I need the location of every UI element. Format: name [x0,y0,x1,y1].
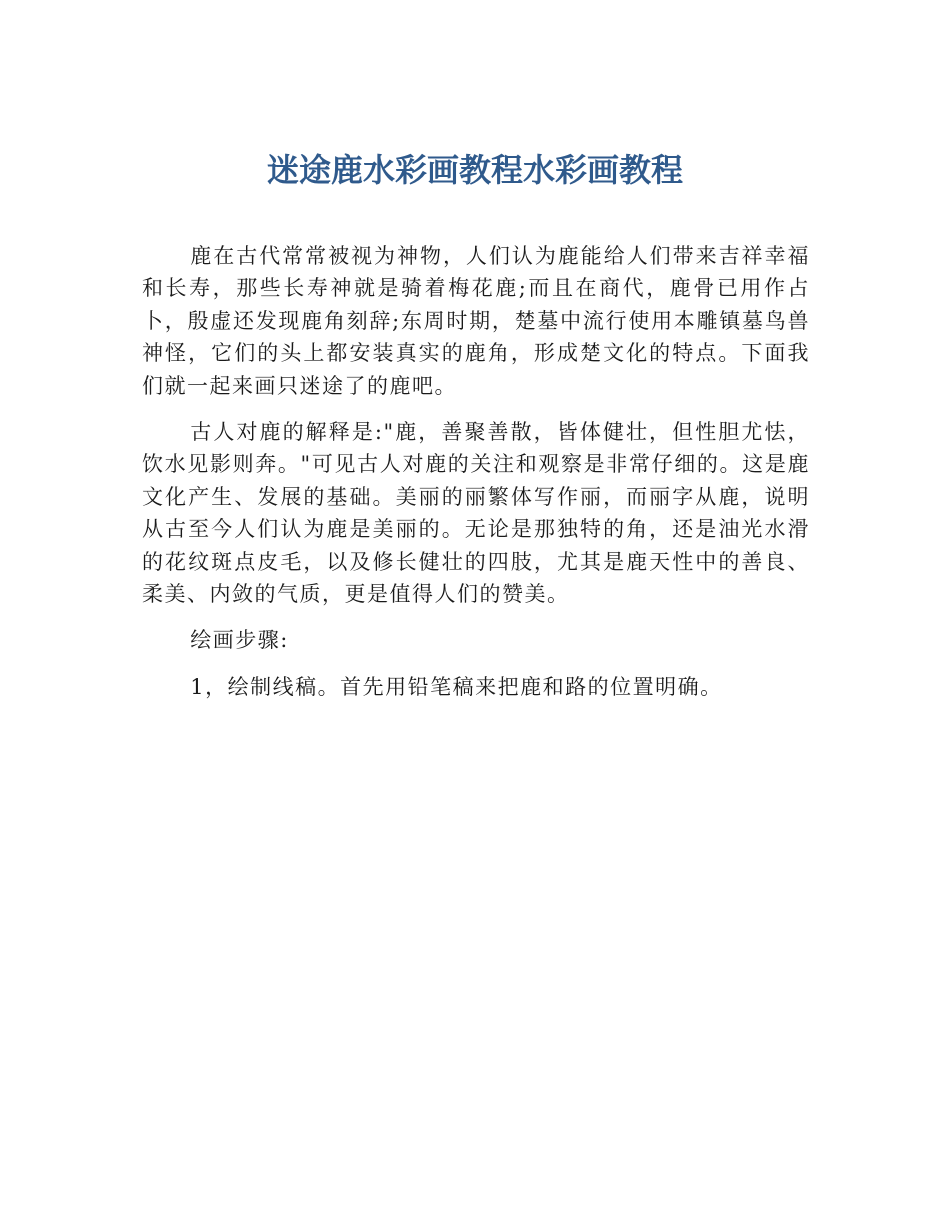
paragraph-ancient-definition: 古人对鹿的解释是:"鹿，善聚善散，皆体健壮，但性胆尤怯，饮水见影则奔。"可见古人对鹿的关注和观察是非常仔细的。这是鹿文化产生、发展的基础。美丽的丽繁体写作丽，而丽字从鹿，说明从古至今人们认为鹿是美丽的。无论是那独特的角，还是油光水滑的花纹斑点皮毛，以及修长健壮的四肢，尤其是鹿天性中的善良、柔美、内敛的气质，更是值得人们的赞美。 [142,420,810,607]
document-title: 迷途鹿水彩画教程水彩画教程 [266,151,683,189]
paragraph-intro: 鹿在古代常常被视为神物，人们认为鹿能给人们带来吉祥幸福和长寿，那些长寿神就是骑着梅花鹿;而且在商代，鹿骨已用作占卜，殷虚还发现鹿角刻辞;东周时期，楚墓中流行使用本雕镇墓鸟兽神怪，它们的头上都安装真实的鹿角，形成楚文化的特点。下面我们就一起来画只迷途了的鹿吧。 [142,244,810,398]
paragraph-steps-heading: 绘画步骤: [190,628,289,653]
paragraph-step-1: 1，绘制线稿。首先用铅笔稿来把鹿和路的位置明确。 [190,674,723,699]
document-body [142,240,810,717]
